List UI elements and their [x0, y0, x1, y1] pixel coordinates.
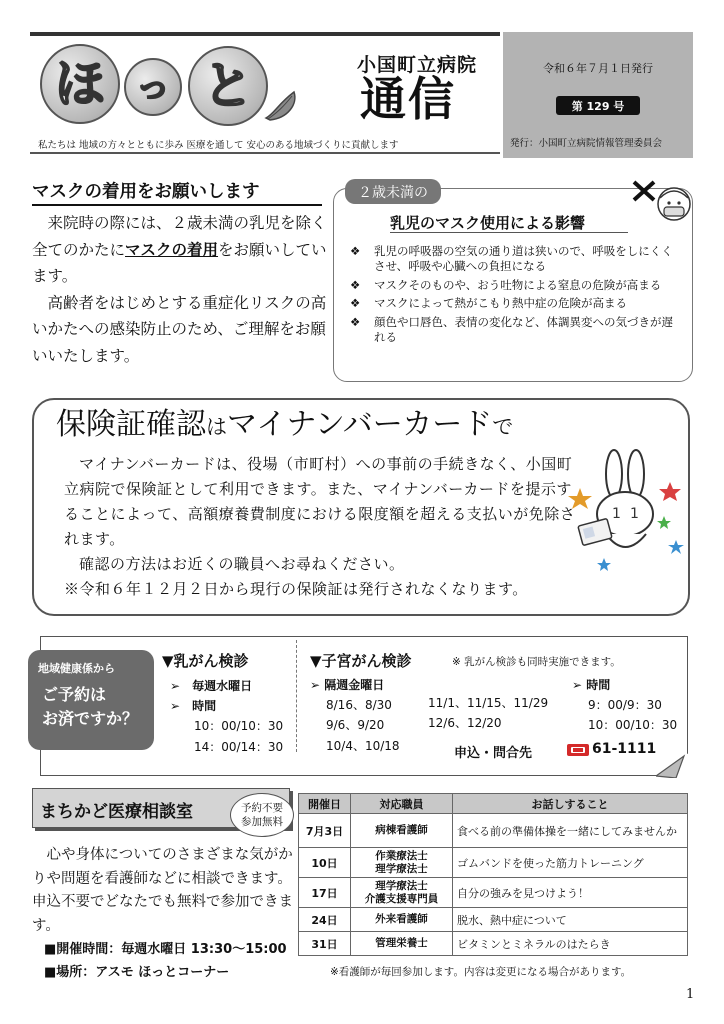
uterine-date: 9/6、9/20 [326, 718, 385, 732]
column-header: お話しすること [453, 794, 688, 814]
cell-staff: 管理栄養士 [351, 932, 453, 956]
mynumber-para-2: 確認の方法はお近くの職員へお尋ねください。 [79, 555, 405, 573]
table-row [299, 814, 688, 848]
infant-title-rule [390, 232, 628, 233]
mynumber-body [64, 452, 576, 602]
infant-risk-item [350, 296, 680, 311]
uterine-date: 8/16、8/30 [326, 698, 392, 712]
infant-risk-text: 顔色や口唇色、表情の変化など、体調異変への気づきが遅れる [374, 314, 673, 344]
consult-body [32, 844, 294, 938]
table-row [299, 878, 688, 908]
page-number: 1 [686, 987, 695, 1002]
uterine-exam-note: ※ 乳がん検診も同時実施できます。 [452, 656, 621, 668]
breast-time-label-text: 時間 [192, 699, 217, 713]
arrow-icon: ➢ [572, 678, 583, 692]
mask-title: マスクの着用をお願いします [32, 182, 260, 202]
column-header: 対応職員 [351, 794, 453, 814]
logo-char-to: と [188, 46, 268, 126]
mask-para-1-pre: 来院時の際には、２歳未満の乳児を除く全てのかたに [32, 214, 327, 259]
leaf-icon [264, 84, 304, 124]
uterine-day-text: 隔週金曜日 [324, 678, 385, 692]
phone-icon [566, 743, 590, 757]
cell-topic: 脱水、熱中症について [453, 908, 688, 932]
hospital-name: 小国町立病院 [357, 54, 478, 76]
mask-emphasis: マスクの着用 [125, 240, 219, 259]
mynumber-rabbit-mascot-icon [566, 448, 686, 580]
uterine-time: 9：00/9：30 [588, 698, 662, 712]
breast-day-text: 毎週水曜日 [192, 679, 253, 693]
cell-date: 24日 [299, 908, 351, 932]
bullet-icon: ❖ [350, 277, 361, 292]
uterine-date: 12/6、12/20 [428, 716, 502, 730]
cell-staff: 外来看護師 [351, 908, 453, 932]
mynumber-title-d: で [492, 415, 514, 439]
mask-para-1 [32, 210, 328, 290]
mask-para-2: 高齢者をはじめとする重症化リスクの高いかたへの感染防止のため、ご理解をお願いいたします。 [32, 293, 327, 365]
uterine-time-label-text: 時間 [586, 678, 611, 692]
newsletter-name: 通信 [360, 72, 456, 126]
uterine-date: 10/4、10/18 [326, 739, 400, 753]
mask-para-1-post: をお願いしています。 [32, 240, 327, 285]
column-header: 開催日 [299, 794, 351, 814]
cell-staff: 作業療法士 理学療法士 [351, 848, 453, 878]
logo-char-tsu: っ [124, 58, 182, 116]
no-mask-baby-icon [630, 178, 694, 226]
logo-char-ho: ほ [40, 44, 120, 124]
cell-date: 7月3日 [299, 814, 351, 848]
publisher: 発行：小国町立病院情報管理委員会 [510, 138, 663, 149]
cell-topic: 食べる前の準備体操を一緒にしてみませんか [453, 814, 688, 848]
mynumber-title [56, 407, 514, 442]
infant-risk-text: マスクそのものや、おう吐物による窒息の危険が高まる [374, 277, 662, 292]
cell-date: 10日 [299, 848, 351, 878]
cell-staff: 理学療法士 介護支援専門員 [351, 878, 453, 908]
header-bottom-rule [30, 152, 500, 154]
motto: 私たちは 地域の方々とともに歩み 医療を通して 安心のある地域づくりに貢献します [38, 140, 399, 151]
mynumber-para-1: マイナンバーカードは、役場（市町村）への事前の手続きなく、小国町立病院で保険証として利用できます。また、マイナンバーカードを提示することによって、高額療養費制度における限度額を超える支払いが免除されます。 [64, 455, 576, 548]
schedule-note: ※看護師が毎回参加します。内容は変更になる場合があります。 [330, 966, 632, 978]
free-entry-badge [230, 793, 294, 837]
infant-risk-item [350, 278, 680, 293]
mynumber-title-a: 保険証確認 [56, 407, 206, 442]
callout-line-1: ご予約は [42, 685, 107, 704]
infant-risk-item [350, 244, 680, 274]
consult-title: まちかど医療相談室 [40, 802, 193, 822]
cell-date: 31日 [299, 932, 351, 956]
breast-exam-day [170, 677, 252, 694]
cell-topic: ゴムバンドを使った筋力トレーニング [453, 848, 688, 878]
bullet-icon: ❖ [350, 244, 361, 258]
callout-question [42, 683, 138, 731]
infant-risk-item [350, 315, 680, 345]
uterine-time: 10：00/10：30 [588, 718, 678, 732]
svg-text:1: 1 [630, 506, 639, 522]
cell-date: 17日 [299, 878, 351, 908]
bullet-icon: ❖ [350, 314, 361, 329]
mask-title-rule [32, 204, 322, 206]
breast-exam-time: 14：00/14：30 [194, 740, 284, 754]
uterine-date: 11/1、11/15、11/29 [428, 696, 549, 710]
page-fold-corner-icon [656, 752, 690, 778]
breast-exam-title: ▼乳がん検診 [162, 652, 249, 670]
infant-tag: ２歳未満の [345, 179, 441, 204]
uterine-time-label [572, 676, 610, 693]
infant-risk-list [350, 244, 680, 348]
issue-number: 第 129 号 [556, 96, 640, 115]
uterine-exam-title: ▼子宮がん検診 [310, 652, 412, 670]
breast-exam-time: 10：00/10：30 [194, 719, 284, 733]
infant-risk-text: マスクによって熱がこもり熱中症の危険が高まる [374, 296, 627, 310]
contact-label: 申込・問合先 [454, 746, 533, 761]
arrow-icon: ➢ [170, 699, 181, 713]
consult-body-text: 心や身体についてのさまざまな気がかりや問題を看護師などに相談できます。申込不要でどなたでも無料で参加できます。 [32, 847, 293, 934]
table-row [299, 932, 688, 956]
free-line-1: 予約不要 [241, 802, 283, 814]
breast-exam-time-label [170, 697, 216, 714]
consult-place: ■場所：アスモ ほっとコーナー [44, 965, 230, 980]
callout-from: 地域健康係から [38, 662, 115, 675]
svg-text:1: 1 [612, 506, 621, 522]
cell-topic: 自分の強みを見つけよう！ [453, 878, 688, 908]
cell-topic: ビタミンとミネラルのはたらき [453, 932, 688, 956]
table-row [299, 908, 688, 932]
mynumber-note: ※令和６年１２月２日から現行の保険証は発行されなくなります。 [64, 580, 528, 598]
bullet-icon: ❖ [350, 296, 361, 310]
mask-body [32, 210, 328, 369]
uterine-exam-day [310, 676, 384, 693]
issue-date: 令和６年７月１日発行 [543, 62, 653, 75]
infant-title: 乳児のマスク使用による影響 [390, 214, 586, 232]
newsletter-logo [40, 44, 290, 126]
free-line-2: 参加無料 [241, 816, 283, 828]
table-header-row [299, 794, 688, 814]
callout-line-2: お済ですか？ [42, 709, 139, 728]
header-top-rule [30, 32, 500, 36]
mynumber-title-c: マイナンバーカード [227, 407, 493, 442]
consult-hours: ■開催時間：毎週水曜日 13:30～15:00 [44, 942, 287, 957]
arrow-icon: ➢ [170, 679, 181, 693]
screening-divider [296, 640, 297, 752]
contact-phone: 61-1111 [592, 741, 657, 757]
consult-info [44, 938, 287, 984]
infant-risk-text: 乳児の呼吸器の空気の通り道は狭いので、呼吸をしにくくさせ、呼吸や心臓への負担になる [374, 244, 673, 273]
arrow-icon: ➢ [310, 678, 321, 692]
mynumber-title-b: は [206, 415, 227, 439]
consult-schedule-table [298, 793, 688, 956]
table-row [299, 848, 688, 878]
cell-staff: 病棟看護師 [351, 814, 453, 848]
